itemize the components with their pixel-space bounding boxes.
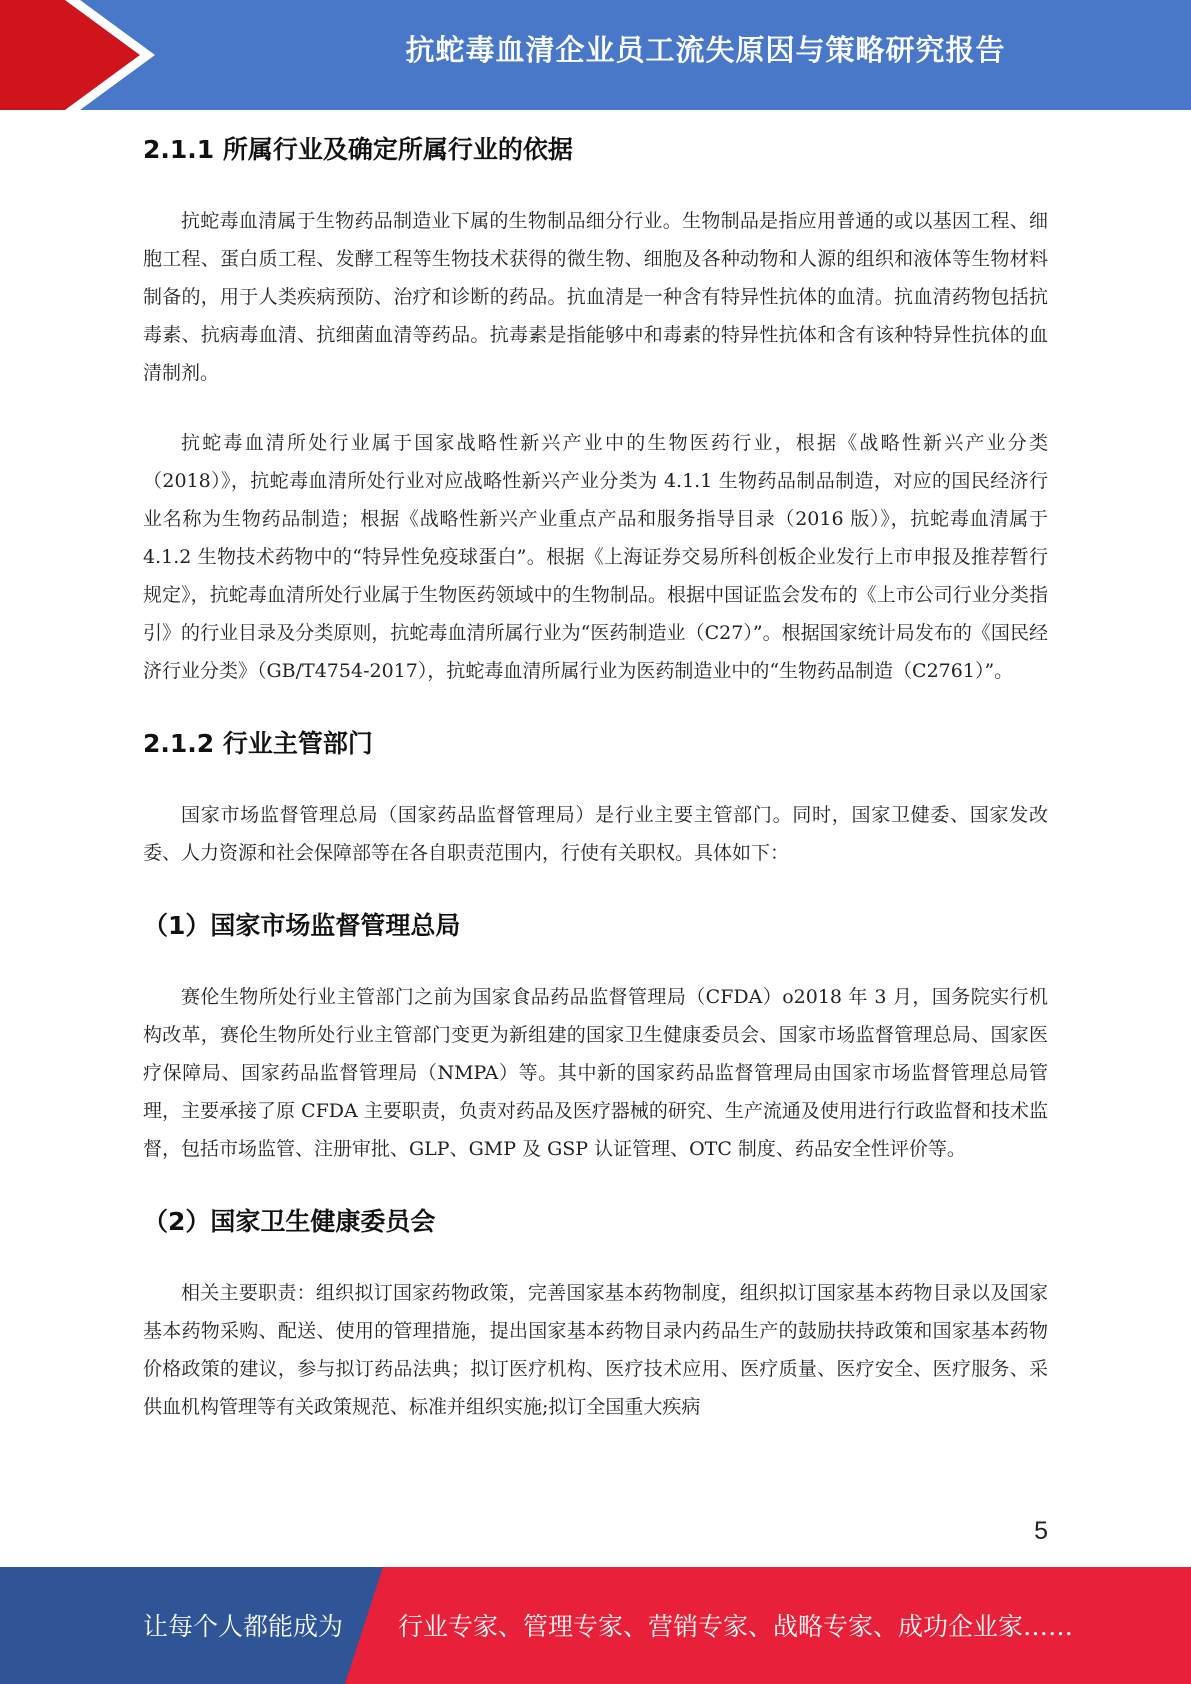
paragraph: 抗蛇毒血清所处行业属于国家战略性新兴产业中的生物医药行业，根据《战略性新兴产业分类（2018）》，抗蛇毒血清所处行业对应战略性新兴产业分类为 4.1.1 生物药品制品制造，对应的国民经济行业名称为生物药品制造；根据《战略性新兴产业重点产品和服务指导目录（2016 版）》，抗蛇毒血清属于 4.1.2 生物技术药物中的“特异性免疫球蛋白”。根据《上海证券交易所科创板企业发行上市申报及推荐暂行规定》，抗蛇毒血清所处行业属于生物医药领域中的生物制品。根据中国证监会发布的《上市公司行业分类指引》的行业目录及分类原则，抗蛇毒血清所属行业为“医药制造业（C27）”。根据国家统计局发布的《国民经济行业分类》（GB/T4754-2017），抗蛇毒血清所属行业为医药制造业中的“生物药品制造（C2761）”。 (143, 432, 1048, 682)
footer-slogan-left: 让每个人都能成为 (143, 1612, 344, 1641)
section-heading-2-1-1: 2.1.1 所属行业及确定所属行业的依据 (143, 135, 573, 164)
paragraph: 国家市场监督管理总局（国家药品监督管理局）是行业主要主管部门。同时，国家卫健委、国家发改委、人力资源和社会保障部等在各自职责范围内，行使有关职权。具体如下： (143, 804, 1048, 864)
page-number: 5 (1034, 1517, 1048, 1545)
subsection-heading-market-regulation: （1）国家市场监督管理总局 (143, 911, 461, 940)
subsection-heading-health-commission: （2）国家卫生健康委员会 (143, 1207, 436, 1236)
paragraph: 赛伦生物所处行业主管部门之前为国家食品药品监督管理局（CFDA）o2018 年 3 月，国务院实行机构改革，赛伦生物所处行业主管部门变更为新组建的国家卫生健康委员会、国家市场监督管理总局、国家医疗保障局、国家药品监督管理局（NMPA）等。其中新的国家药品监督管理局由国家市场监督管理总局管理，主要承接了原 CFDA 主要职责，负责对药品及医疗器械的研究、生产流通及使用进行行政监督和技术监督，包括市场监管、注册审批、GLP、GMP 及 GSP 认证管理、OTC 制度、药品安全性评价等。 (143, 986, 1048, 1160)
page-footer (0, 1567, 1191, 1684)
report-title: 抗蛇毒血清企业员工流失原因与策略研究报告 (405, 33, 1006, 67)
page-header (0, 0, 1191, 110)
section-heading-2-1-2: 2.1.2 行业主管部门 (143, 729, 373, 758)
paragraph: 抗蛇毒血清属于生物药品制造业下属的生物制品细分行业。生物制品是指应用普通的或以基因工程、细胞工程、蛋白质工程、发酵工程等生物技术获得的微生物、细胞及各种动物和人源的组织和液体等生物材料制备的，用于人类疾病预防、治疗和诊断的药品。抗血清是一种含有特异性抗体的血清。抗血清药物包括抗毒素、抗病毒血清、抗细菌血清等药品。抗毒素是指能够中和毒素的特异性抗体和含有该种特异性抗体的血清制剂。 (143, 210, 1048, 384)
paragraph: 相关主要职责：组织拟订国家药物政策，完善国家基本药物制度，组织拟订国家基本药物目录以及国家基本药物采购、配送、使用的管理措施，提出国家基本药物目录内药品生产的鼓励扶持政策和国家基本药物价格政策的建议，参与拟订药品法典；拟订医疗机构、医疗技术应用、医疗质量、医疗安全、医疗服务、采供血机构管理等有关政策规范、标准并组织实施;拟订全国重大疾病 (143, 1282, 1048, 1418)
footer-slogan-right: 行业专家、管理专家、营销专家、战略专家、成功企业家…… (398, 1612, 1074, 1641)
document-body (143, 128, 1048, 1458)
